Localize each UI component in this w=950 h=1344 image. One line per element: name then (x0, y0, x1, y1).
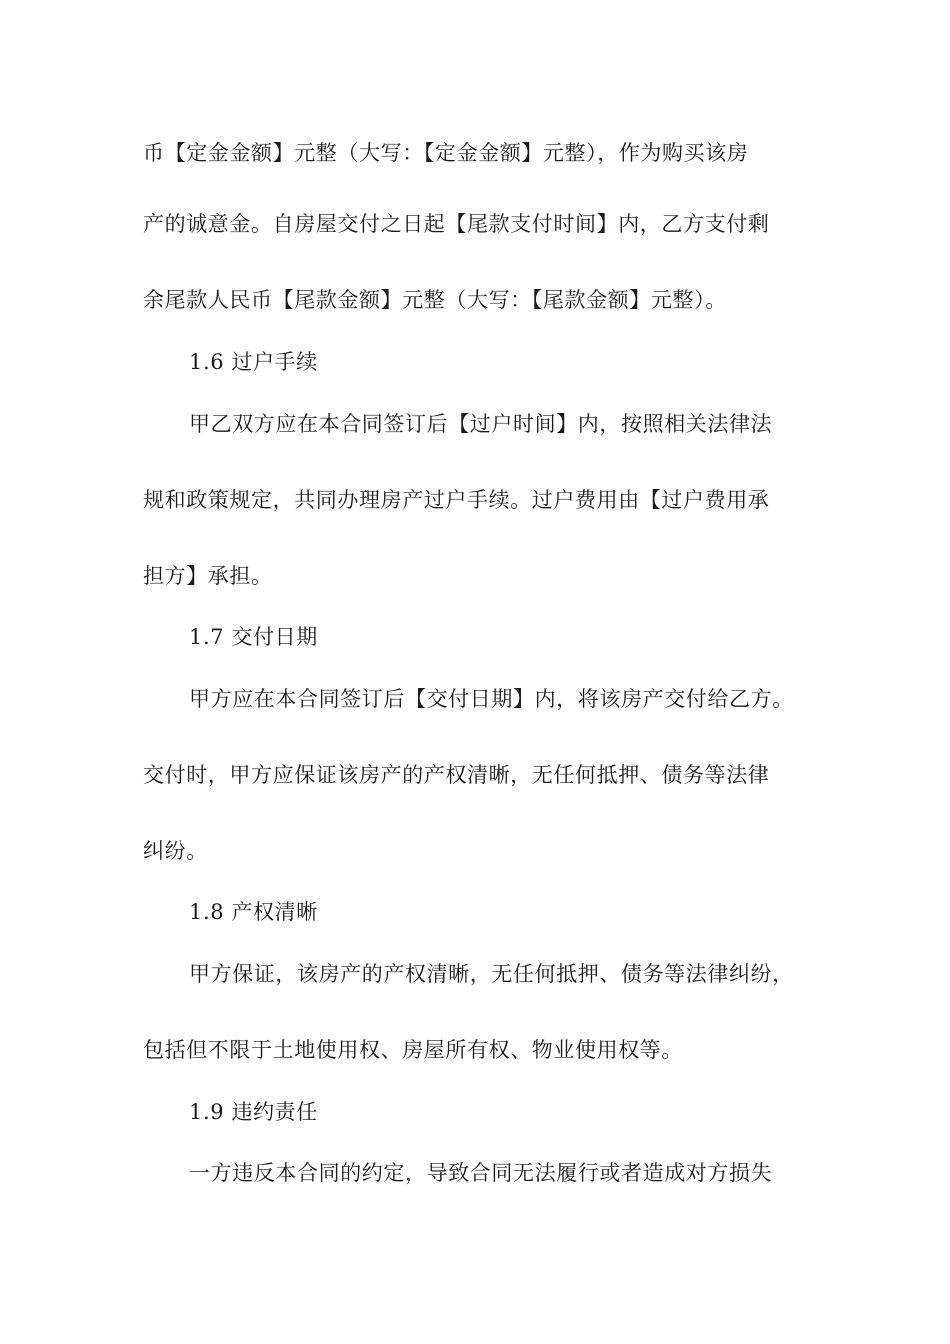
paragraph-line: 甲方应在本合同签订后【交付日期】内，将该房产交付给乙方。 (189, 687, 794, 711)
paragraph-line: 产的诚意金。自房屋交付之日起【尾款支付时间】内，乙方支付剩 (143, 212, 770, 236)
paragraph-line: 规和政策规定，共同办理房产过户手续。过户费用由【过户费用承 (143, 488, 770, 512)
paragraph-line: 包括但不限于土地使用权、房屋所有权、物业使用权等。 (143, 1038, 683, 1062)
paragraph-line: 交付时，甲方应保证该房产的产权清晰，无任何抵押、债务等法律 (143, 763, 770, 787)
paragraph-line: 甲乙双方应在本合同签订后【过户时间】内，按照相关法律法 (189, 412, 773, 436)
paragraph-line: 币【定金金额】元整（大写：【定金金额】元整），作为购买该房 (143, 141, 749, 165)
section-heading: 1.8 产权清晰 (189, 900, 318, 924)
paragraph-line: 余尾款人民币【尾款金额】元整（大写：【尾款金额】元整）。 (143, 288, 727, 312)
section-heading: 1.6 过户手续 (189, 350, 318, 374)
section-heading: 1.7 交付日期 (189, 625, 318, 649)
paragraph-line: 甲方保证，该房产的产权清晰，无任何抵押、债务等法律纠纷， (189, 962, 794, 986)
paragraph-line: 纠纷。 (143, 839, 208, 863)
section-heading: 1.9 违约责任 (189, 1100, 318, 1124)
paragraph-line: 一方违反本合同的约定，导致合同无法履行或者造成对方损失 (189, 1161, 773, 1185)
paragraph-line: 担方】承担。 (143, 564, 273, 588)
